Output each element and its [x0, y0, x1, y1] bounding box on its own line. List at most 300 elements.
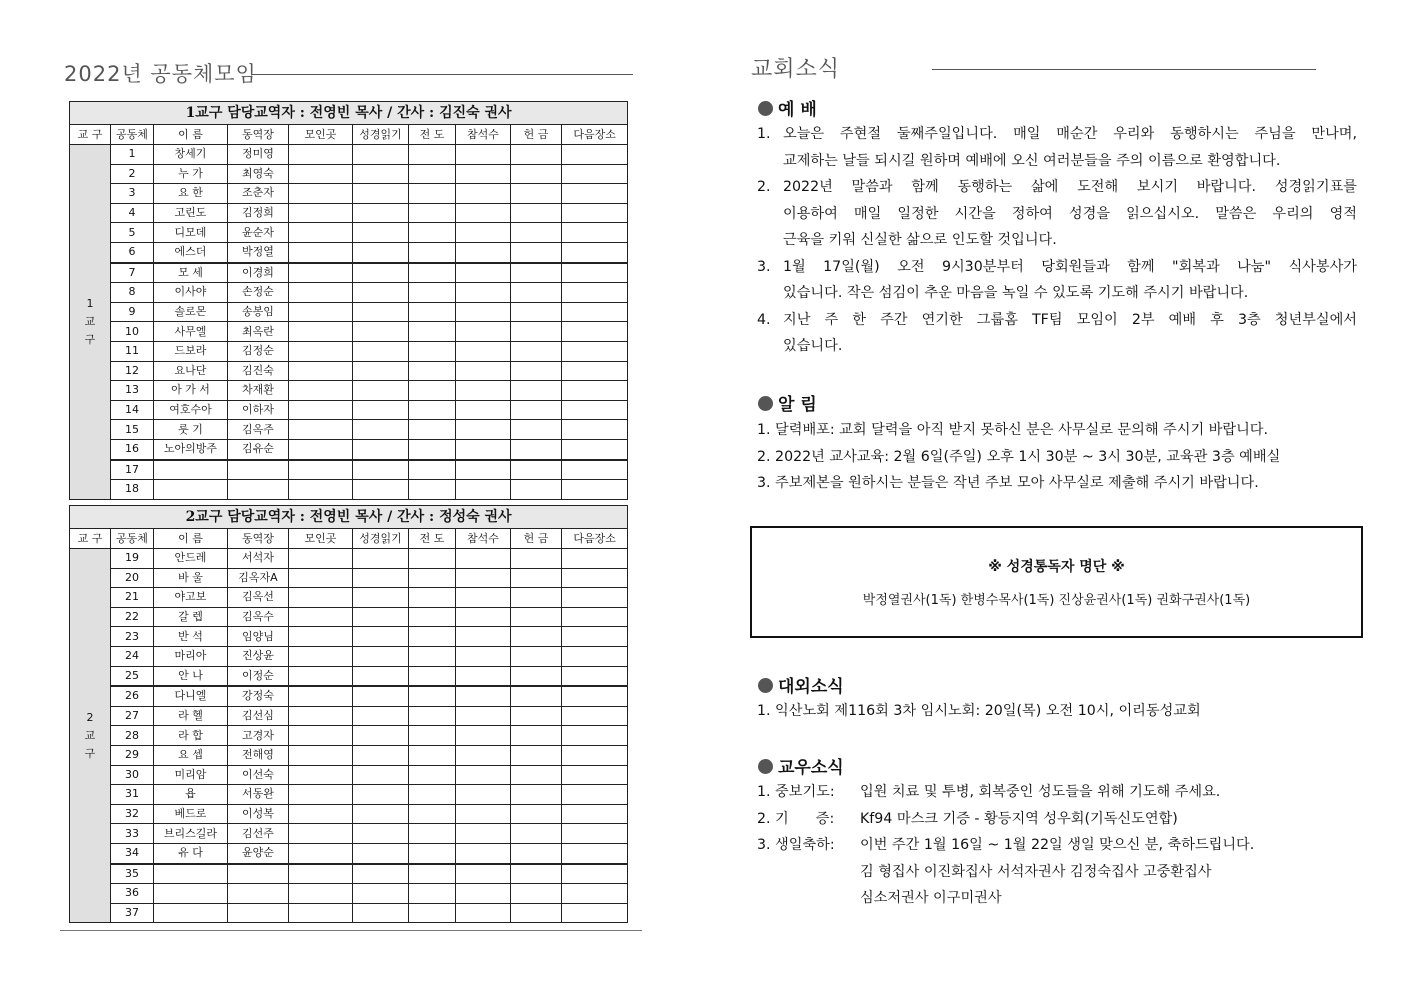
group-name — [154, 864, 228, 884]
group-number: 34 — [111, 843, 154, 863]
blank-cell — [456, 420, 511, 440]
blank-cell — [289, 765, 353, 785]
column-header: 전 도 — [409, 125, 456, 145]
external-news-list — [757, 698, 1357, 725]
blank-cell — [289, 706, 353, 726]
leader-name: 윤양순 — [228, 843, 289, 863]
leader-name: 고경자 — [228, 726, 289, 746]
blank-cell — [289, 549, 353, 569]
leader-name: 서동완 — [228, 785, 289, 805]
blank-cell — [562, 549, 628, 569]
blank-cell — [409, 627, 456, 647]
leader-name: 김선심 — [228, 706, 289, 726]
column-header: 이 름 — [154, 125, 228, 145]
blank-cell — [409, 903, 456, 923]
blank-cell — [511, 588, 562, 608]
blank-cell — [456, 203, 511, 223]
list-item: 2. 2022년 말씀과 함께 동행하는 삶에 도전해 보시기 바랍니다. 성경읽기표를 이용하여 매일 일정한 시간을 정하여 성경을 읽으십시오. 말씀은 우리의 영적 근육을 키워 신실한 삶으로 인도할 것입니다. — [757, 179, 1357, 248]
table-row — [70, 439, 628, 459]
blank-cell — [511, 843, 562, 863]
group-number: 29 — [111, 745, 154, 765]
group-name: 에스더 — [154, 242, 228, 262]
leader-name: 김옥주 — [228, 420, 289, 440]
blank-cell — [353, 400, 409, 420]
blank-cell — [353, 765, 409, 785]
group-name — [154, 884, 228, 904]
blank-cell — [562, 843, 628, 863]
blank-cell — [353, 843, 409, 863]
group-name: 마리아 — [154, 646, 228, 666]
blank-cell — [511, 568, 562, 588]
column-header: 교 구 — [70, 529, 111, 549]
list-item: 4. 지난 주 한 주간 연기한 그룹홈 TF팀 모임이 2부 예배 후 3층 청년부실에서 있습니다. — [757, 311, 1357, 354]
table-row — [70, 706, 628, 726]
table-row — [70, 283, 628, 303]
blank-cell — [289, 804, 353, 824]
blank-cell — [289, 843, 353, 863]
group-number: 32 — [111, 804, 154, 824]
group-name: 라 합 — [154, 726, 228, 746]
blank-cell — [456, 824, 511, 844]
blank-cell — [562, 164, 628, 184]
table-row — [70, 745, 628, 765]
table-row — [70, 460, 628, 480]
table-row — [70, 824, 628, 844]
blank-cell — [409, 607, 456, 627]
group-name: 요 한 — [154, 184, 228, 204]
column-header: 동역장 — [228, 529, 289, 549]
blank-cell — [409, 439, 456, 459]
blank-cell — [456, 666, 511, 686]
blank-cell — [456, 341, 511, 361]
blank-cell — [353, 745, 409, 765]
group-name: 미리암 — [154, 765, 228, 785]
table-row — [70, 322, 628, 342]
blank-cell — [409, 588, 456, 608]
blank-cell — [353, 203, 409, 223]
blank-cell — [289, 864, 353, 884]
blank-cell — [511, 884, 562, 904]
group-name: 바 울 — [154, 568, 228, 588]
blank-cell — [562, 283, 628, 303]
leader-name: 진상윤 — [228, 646, 289, 666]
blank-cell — [289, 726, 353, 746]
blank-cell — [409, 726, 456, 746]
blank-cell — [511, 420, 562, 440]
blank-cell — [289, 439, 353, 459]
title-rule — [932, 69, 1316, 70]
blank-cell — [353, 884, 409, 904]
leader-name: 강정숙 — [228, 686, 289, 706]
blank-cell — [353, 341, 409, 361]
blank-cell — [511, 864, 562, 884]
blank-cell — [289, 263, 353, 283]
column-header: 공동체 — [111, 125, 154, 145]
blank-cell — [353, 223, 409, 243]
blank-cell — [289, 480, 353, 500]
blank-cell — [289, 145, 353, 165]
blank-cell — [562, 439, 628, 459]
blank-cell — [353, 666, 409, 686]
group-name: 디모데 — [154, 223, 228, 243]
blank-cell — [409, 765, 456, 785]
table-row — [70, 607, 628, 627]
leader-name: 이정순 — [228, 666, 289, 686]
leader-name: 이하자 — [228, 400, 289, 420]
blank-cell — [511, 627, 562, 647]
table-row — [70, 726, 628, 746]
blank-cell — [456, 223, 511, 243]
blank-cell — [456, 400, 511, 420]
column-header: 성경읽기 — [353, 125, 409, 145]
blank-cell — [562, 223, 628, 243]
blank-cell — [456, 568, 511, 588]
blank-cell — [353, 824, 409, 844]
column-header: 헌 금 — [511, 125, 562, 145]
district-title: 1교구 담당교역자 : 전영빈 목사 / 간사 : 김진숙 권사 — [70, 102, 628, 125]
district-1-table — [69, 101, 628, 500]
table-row — [70, 361, 628, 381]
blank-cell — [456, 745, 511, 765]
group-name: 이사야 — [154, 283, 228, 303]
blank-cell — [456, 283, 511, 303]
blank-cell — [409, 341, 456, 361]
group-number: 1 — [111, 145, 154, 165]
blank-cell — [353, 242, 409, 262]
blank-cell — [289, 666, 353, 686]
list-item: 3. 생일축하: 이번 주간 1월 16일 ~ 1월 22일 생일 맞으신 분, 축하드립니다. — [757, 837, 1255, 853]
blank-cell — [353, 903, 409, 923]
leader-name — [228, 460, 289, 480]
table-row — [70, 145, 628, 165]
group-number: 14 — [111, 400, 154, 420]
blank-cell — [456, 627, 511, 647]
list-item: 김 형집사 이진화집사 서석자권사 김정숙집사 고중환집사 — [860, 863, 1212, 880]
blank-cell — [289, 341, 353, 361]
blank-cell — [409, 242, 456, 262]
blank-cell — [562, 745, 628, 765]
blank-cell — [511, 607, 562, 627]
blank-cell — [562, 686, 628, 706]
table-row — [70, 646, 628, 666]
group-name: 룻 기 — [154, 420, 228, 440]
blank-cell — [562, 400, 628, 420]
blank-cell — [456, 864, 511, 884]
leader-name: 이경희 — [228, 263, 289, 283]
blank-cell — [456, 549, 511, 569]
blank-cell — [562, 627, 628, 647]
group-number: 26 — [111, 686, 154, 706]
leader-name — [228, 884, 289, 904]
blank-cell — [409, 824, 456, 844]
column-header: 전 도 — [409, 529, 456, 549]
blank-cell — [511, 765, 562, 785]
roster-title: 2022년 공동체모임 — [64, 62, 257, 86]
district-title: 2교구 담당교역자 : 전영빈 목사 / 간사 : 정성숙 권사 — [70, 506, 628, 529]
group-number: 31 — [111, 785, 154, 805]
title-rule — [252, 74, 633, 75]
group-number: 6 — [111, 242, 154, 262]
blank-cell — [562, 341, 628, 361]
blank-cell — [562, 242, 628, 262]
blank-cell — [511, 242, 562, 262]
group-number: 7 — [111, 263, 154, 283]
blank-cell — [353, 460, 409, 480]
table-row — [70, 341, 628, 361]
blank-cell — [456, 184, 511, 204]
blank-cell — [409, 164, 456, 184]
group-number: 12 — [111, 361, 154, 381]
column-header: 성경읽기 — [353, 529, 409, 549]
church-news-title: 교회소식 — [751, 57, 841, 82]
table-row — [70, 381, 628, 401]
group-number: 24 — [111, 646, 154, 666]
group-name: 모 세 — [154, 263, 228, 283]
column-header: 헌 금 — [511, 529, 562, 549]
column-header: 참석수 — [456, 125, 511, 145]
blank-cell — [511, 903, 562, 923]
blank-cell — [562, 145, 628, 165]
blank-cell — [456, 164, 511, 184]
blank-cell — [456, 785, 511, 805]
blank-cell — [409, 263, 456, 283]
group-number: 22 — [111, 607, 154, 627]
blank-cell — [353, 283, 409, 303]
group-number: 27 — [111, 706, 154, 726]
box-title: ※ 성경통독자 명단 ※ — [988, 559, 1125, 575]
blank-cell — [289, 223, 353, 243]
blank-cell — [353, 361, 409, 381]
blank-cell — [353, 726, 409, 746]
leader-name: 이성복 — [228, 804, 289, 824]
blank-cell — [456, 706, 511, 726]
blank-cell — [409, 400, 456, 420]
table-row — [70, 785, 628, 805]
list-item: 3. 주보제본을 원하시는 분들은 작년 주보 모아 사무실로 제출해 주시기 바랍니다. — [757, 475, 1259, 491]
list-item: 1. 익산노회 제116회 3차 임시노회: 20일(목) 오전 10시, 이리동성교회 — [757, 703, 1201, 719]
group-number: 37 — [111, 903, 154, 923]
list-item: 3. 1월 17일(월) 오전 9시30분부터 당회원들과 함께 "회복과 나눔" 식사봉사가 있습니다. 작은 섬김이 추운 마음을 녹일 수 있도록 기도해 주시기 바랍니다. — [757, 258, 1357, 301]
blank-cell — [409, 361, 456, 381]
district-2-table — [69, 505, 628, 923]
leader-name: 전해영 — [228, 745, 289, 765]
blank-cell — [511, 824, 562, 844]
blank-cell — [289, 903, 353, 923]
blank-cell — [409, 203, 456, 223]
list-item: 1. 오늘은 주현절 둘째주일입니다. 매일 매순간 우리와 동행하시는 주님을 만나며, 교제하는 날들 되시길 원하며 예배에 오신 여러분들을 주의 이름으로 환영합니다. — [757, 126, 1357, 169]
blank-cell — [409, 145, 456, 165]
blank-cell — [562, 420, 628, 440]
blank-cell — [353, 420, 409, 440]
group-number: 15 — [111, 420, 154, 440]
blank-cell — [562, 607, 628, 627]
group-number: 8 — [111, 283, 154, 303]
blank-cell — [511, 381, 562, 401]
leader-name — [228, 480, 289, 500]
blank-cell — [511, 785, 562, 805]
table-row — [70, 223, 628, 243]
blank-cell — [562, 884, 628, 904]
blank-cell — [409, 666, 456, 686]
blank-cell — [456, 646, 511, 666]
blank-cell — [353, 607, 409, 627]
blank-cell — [562, 706, 628, 726]
blank-cell — [511, 302, 562, 322]
table-row — [70, 164, 628, 184]
blank-cell — [353, 627, 409, 647]
blank-cell — [353, 302, 409, 322]
blank-cell — [289, 164, 353, 184]
blank-cell — [353, 706, 409, 726]
group-number: 18 — [111, 480, 154, 500]
header-row — [70, 125, 628, 145]
table-row — [70, 302, 628, 322]
blank-cell — [353, 145, 409, 165]
blank-cell — [409, 785, 456, 805]
blank-cell — [353, 164, 409, 184]
blank-cell — [409, 568, 456, 588]
group-number: 13 — [111, 381, 154, 401]
blank-cell — [289, 203, 353, 223]
blank-cell — [409, 804, 456, 824]
blank-cell — [511, 549, 562, 569]
worship-heading: 예 배 — [758, 95, 817, 120]
blank-cell — [353, 588, 409, 608]
blank-cell — [456, 588, 511, 608]
blank-cell — [562, 588, 628, 608]
group-name: 요나단 — [154, 361, 228, 381]
table-row — [70, 242, 628, 262]
blank-cell — [456, 439, 511, 459]
blank-cell — [562, 903, 628, 923]
blank-cell — [409, 884, 456, 904]
group-name: 유 다 — [154, 843, 228, 863]
blank-cell — [409, 302, 456, 322]
group-number: 25 — [111, 666, 154, 686]
leader-name: 김정희 — [228, 203, 289, 223]
blank-cell — [562, 568, 628, 588]
table-row — [70, 903, 628, 923]
blank-cell — [562, 361, 628, 381]
blank-cell — [409, 322, 456, 342]
district-label — [70, 549, 111, 923]
leader-name: 임양님 — [228, 627, 289, 647]
group-number: 9 — [111, 302, 154, 322]
leader-name: 김유순 — [228, 439, 289, 459]
blank-cell — [353, 549, 409, 569]
blank-cell — [562, 785, 628, 805]
blank-cell — [511, 726, 562, 746]
blank-cell — [409, 549, 456, 569]
column-header: 모인곳 — [289, 529, 353, 549]
blank-cell — [289, 381, 353, 401]
leader-name: 송봉임 — [228, 302, 289, 322]
district-label-text: 1교구 — [84, 296, 96, 346]
blank-cell — [289, 785, 353, 805]
list-item: 심소저권사 이구미권사 — [860, 890, 1002, 906]
blank-cell — [409, 381, 456, 401]
bullet-icon — [758, 101, 773, 116]
group-name: 누 가 — [154, 164, 228, 184]
group-name — [154, 903, 228, 923]
blank-cell — [511, 706, 562, 726]
column-header: 동역장 — [228, 125, 289, 145]
blank-cell — [353, 804, 409, 824]
leader-name: 박정열 — [228, 242, 289, 262]
group-number: 33 — [111, 824, 154, 844]
district-label-text: 2교구 — [84, 710, 96, 760]
blank-cell — [353, 785, 409, 805]
blank-cell — [562, 824, 628, 844]
blank-cell — [289, 361, 353, 381]
blank-cell — [289, 302, 353, 322]
blank-cell — [456, 726, 511, 746]
blank-cell — [409, 460, 456, 480]
leader-name: 이선숙 — [228, 765, 289, 785]
blank-cell — [289, 824, 353, 844]
list-item: 1. 중보기도: 입원 치료 및 투병, 회복중인 성도들을 위해 기도해 주세요. — [757, 784, 1221, 800]
group-name: 사무엘 — [154, 322, 228, 342]
notice-list — [757, 417, 1357, 497]
table-row — [70, 588, 628, 608]
group-number: 5 — [111, 223, 154, 243]
blank-cell — [511, 460, 562, 480]
worship-list — [757, 121, 1357, 360]
leader-name: 서석자 — [228, 549, 289, 569]
blank-cell — [456, 302, 511, 322]
blank-cell — [456, 263, 511, 283]
blank-cell — [353, 184, 409, 204]
leader-name: 최영숙 — [228, 164, 289, 184]
group-name: 고린도 — [154, 203, 228, 223]
blank-cell — [289, 322, 353, 342]
group-number: 28 — [111, 726, 154, 746]
bullet-icon — [758, 678, 773, 693]
blank-cell — [456, 361, 511, 381]
blank-cell — [456, 843, 511, 863]
blank-cell — [353, 646, 409, 666]
list-item: 2. 2022년 교사교육: 2월 6일(주일) 오후 1시 30분 ~ 3시 30분, 교육관 3층 예배실 — [757, 448, 1281, 465]
blank-cell — [289, 568, 353, 588]
district-title-row — [70, 102, 628, 125]
blank-cell — [511, 283, 562, 303]
leader-name: 김옥자A — [228, 568, 289, 588]
group-name: 다니엘 — [154, 686, 228, 706]
group-name — [154, 460, 228, 480]
group-name: 욥 — [154, 785, 228, 805]
leader-name: 김옥선 — [228, 588, 289, 608]
table-row — [70, 184, 628, 204]
blank-cell — [456, 480, 511, 500]
list-item: 1. 달력배포: 교회 달력을 아직 받지 못하신 분은 사무실로 문의해 주시기 바랍니다. — [757, 422, 1269, 438]
blank-cell — [456, 804, 511, 824]
group-name — [154, 480, 228, 500]
blank-cell — [562, 460, 628, 480]
blank-cell — [511, 341, 562, 361]
blank-cell — [409, 184, 456, 204]
blank-cell — [562, 381, 628, 401]
blank-cell — [289, 184, 353, 204]
blank-cell — [511, 263, 562, 283]
leader-name — [228, 903, 289, 923]
column-header: 다음장소 — [562, 125, 628, 145]
blank-cell — [562, 184, 628, 204]
blank-cell — [456, 884, 511, 904]
header-row — [70, 529, 628, 549]
blank-cell — [409, 843, 456, 863]
leader-name: 김선주 — [228, 824, 289, 844]
table-row — [70, 263, 628, 283]
